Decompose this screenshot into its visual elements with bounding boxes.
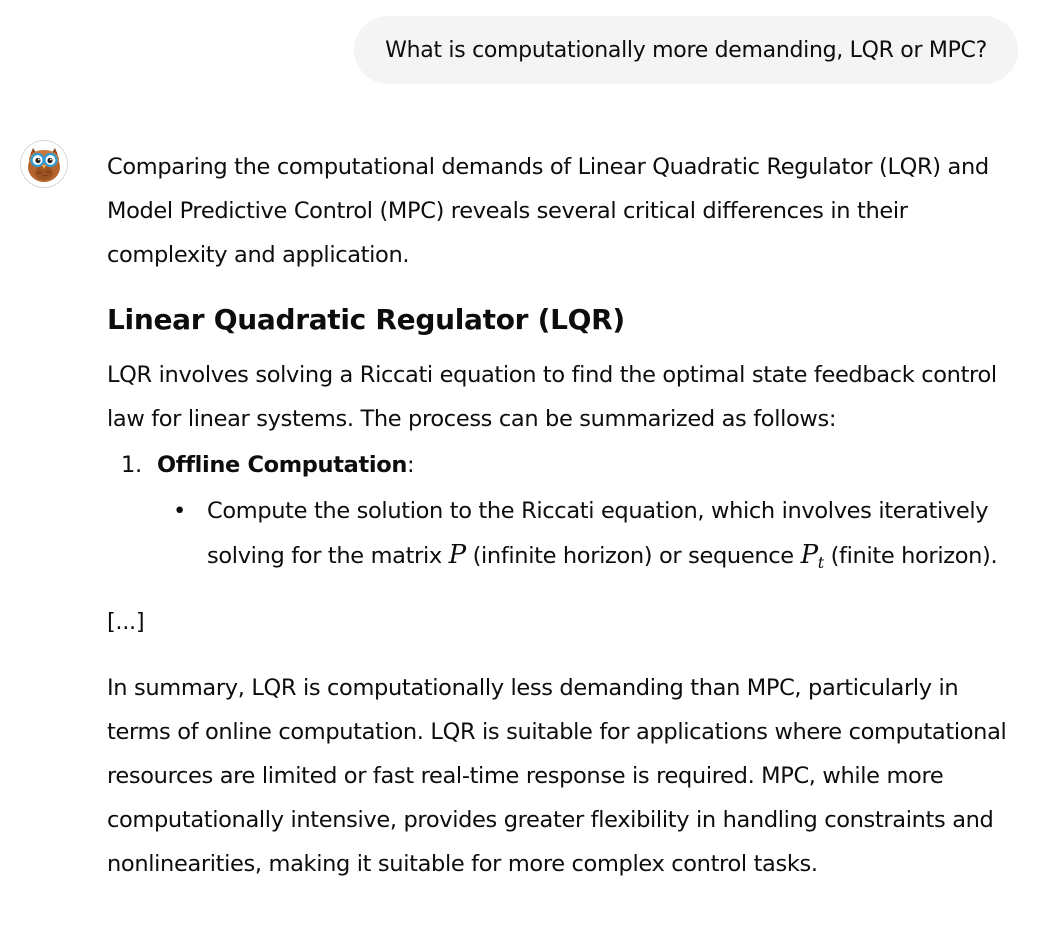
math-base: P [800, 540, 818, 570]
math-symbol-pt [801, 540, 824, 570]
assistant-avatar [20, 140, 68, 188]
step-title: Offline Computation [157, 452, 408, 478]
assistant-response [107, 145, 1027, 886]
list-item [157, 489, 1027, 578]
bullet-text-before: Compute the solution to the Riccati equation, which involves iteratively solving for the matrix [207, 498, 989, 569]
lqr-paragraph: LQR involves solving a Riccati equation to find the optimal state feedback control law for linear systems. The process can be summarized as follows: [107, 362, 997, 432]
user-message-bubble [354, 16, 1018, 84]
owl-icon [21, 141, 67, 187]
bullet-marker: • [173, 498, 186, 524]
ellipsis-text: [...] [107, 609, 145, 635]
intro-paragraph: Comparing the computational demands of Linear Quadratic Regulator (LQR) and Model Predictive Control (MPC) reveals several critical differences in their complexity and application. [107, 154, 989, 268]
bullet-text-after: (finite horizon). [823, 543, 998, 569]
list-item [107, 443, 1027, 578]
step-title-suffix: : [407, 452, 415, 478]
section-heading-lqr: Linear Quadratic Regulator (LQR) [107, 303, 625, 336]
math-symbol-p: P [448, 540, 466, 570]
steps-list [107, 443, 1027, 578]
math-subscript: t [817, 553, 824, 572]
user-message-text: What is computationally more demanding, LQR or MPC? [385, 37, 987, 63]
bullet-list [157, 489, 1027, 578]
bullet-text-middle: (infinite horizon) or sequence [465, 543, 801, 569]
list-number: 1. [121, 452, 142, 478]
summary-paragraph: In summary, LQR is computationally less demanding than MPC, particularly in terms of online computation. LQR is suitable for applications where computational resources are limited or fast real-time response is required. MPC, while more computationally intensive, provides greater flexibility in handling constraints and nonlinearities, making it suitable for more complex control tasks. [107, 675, 1007, 877]
